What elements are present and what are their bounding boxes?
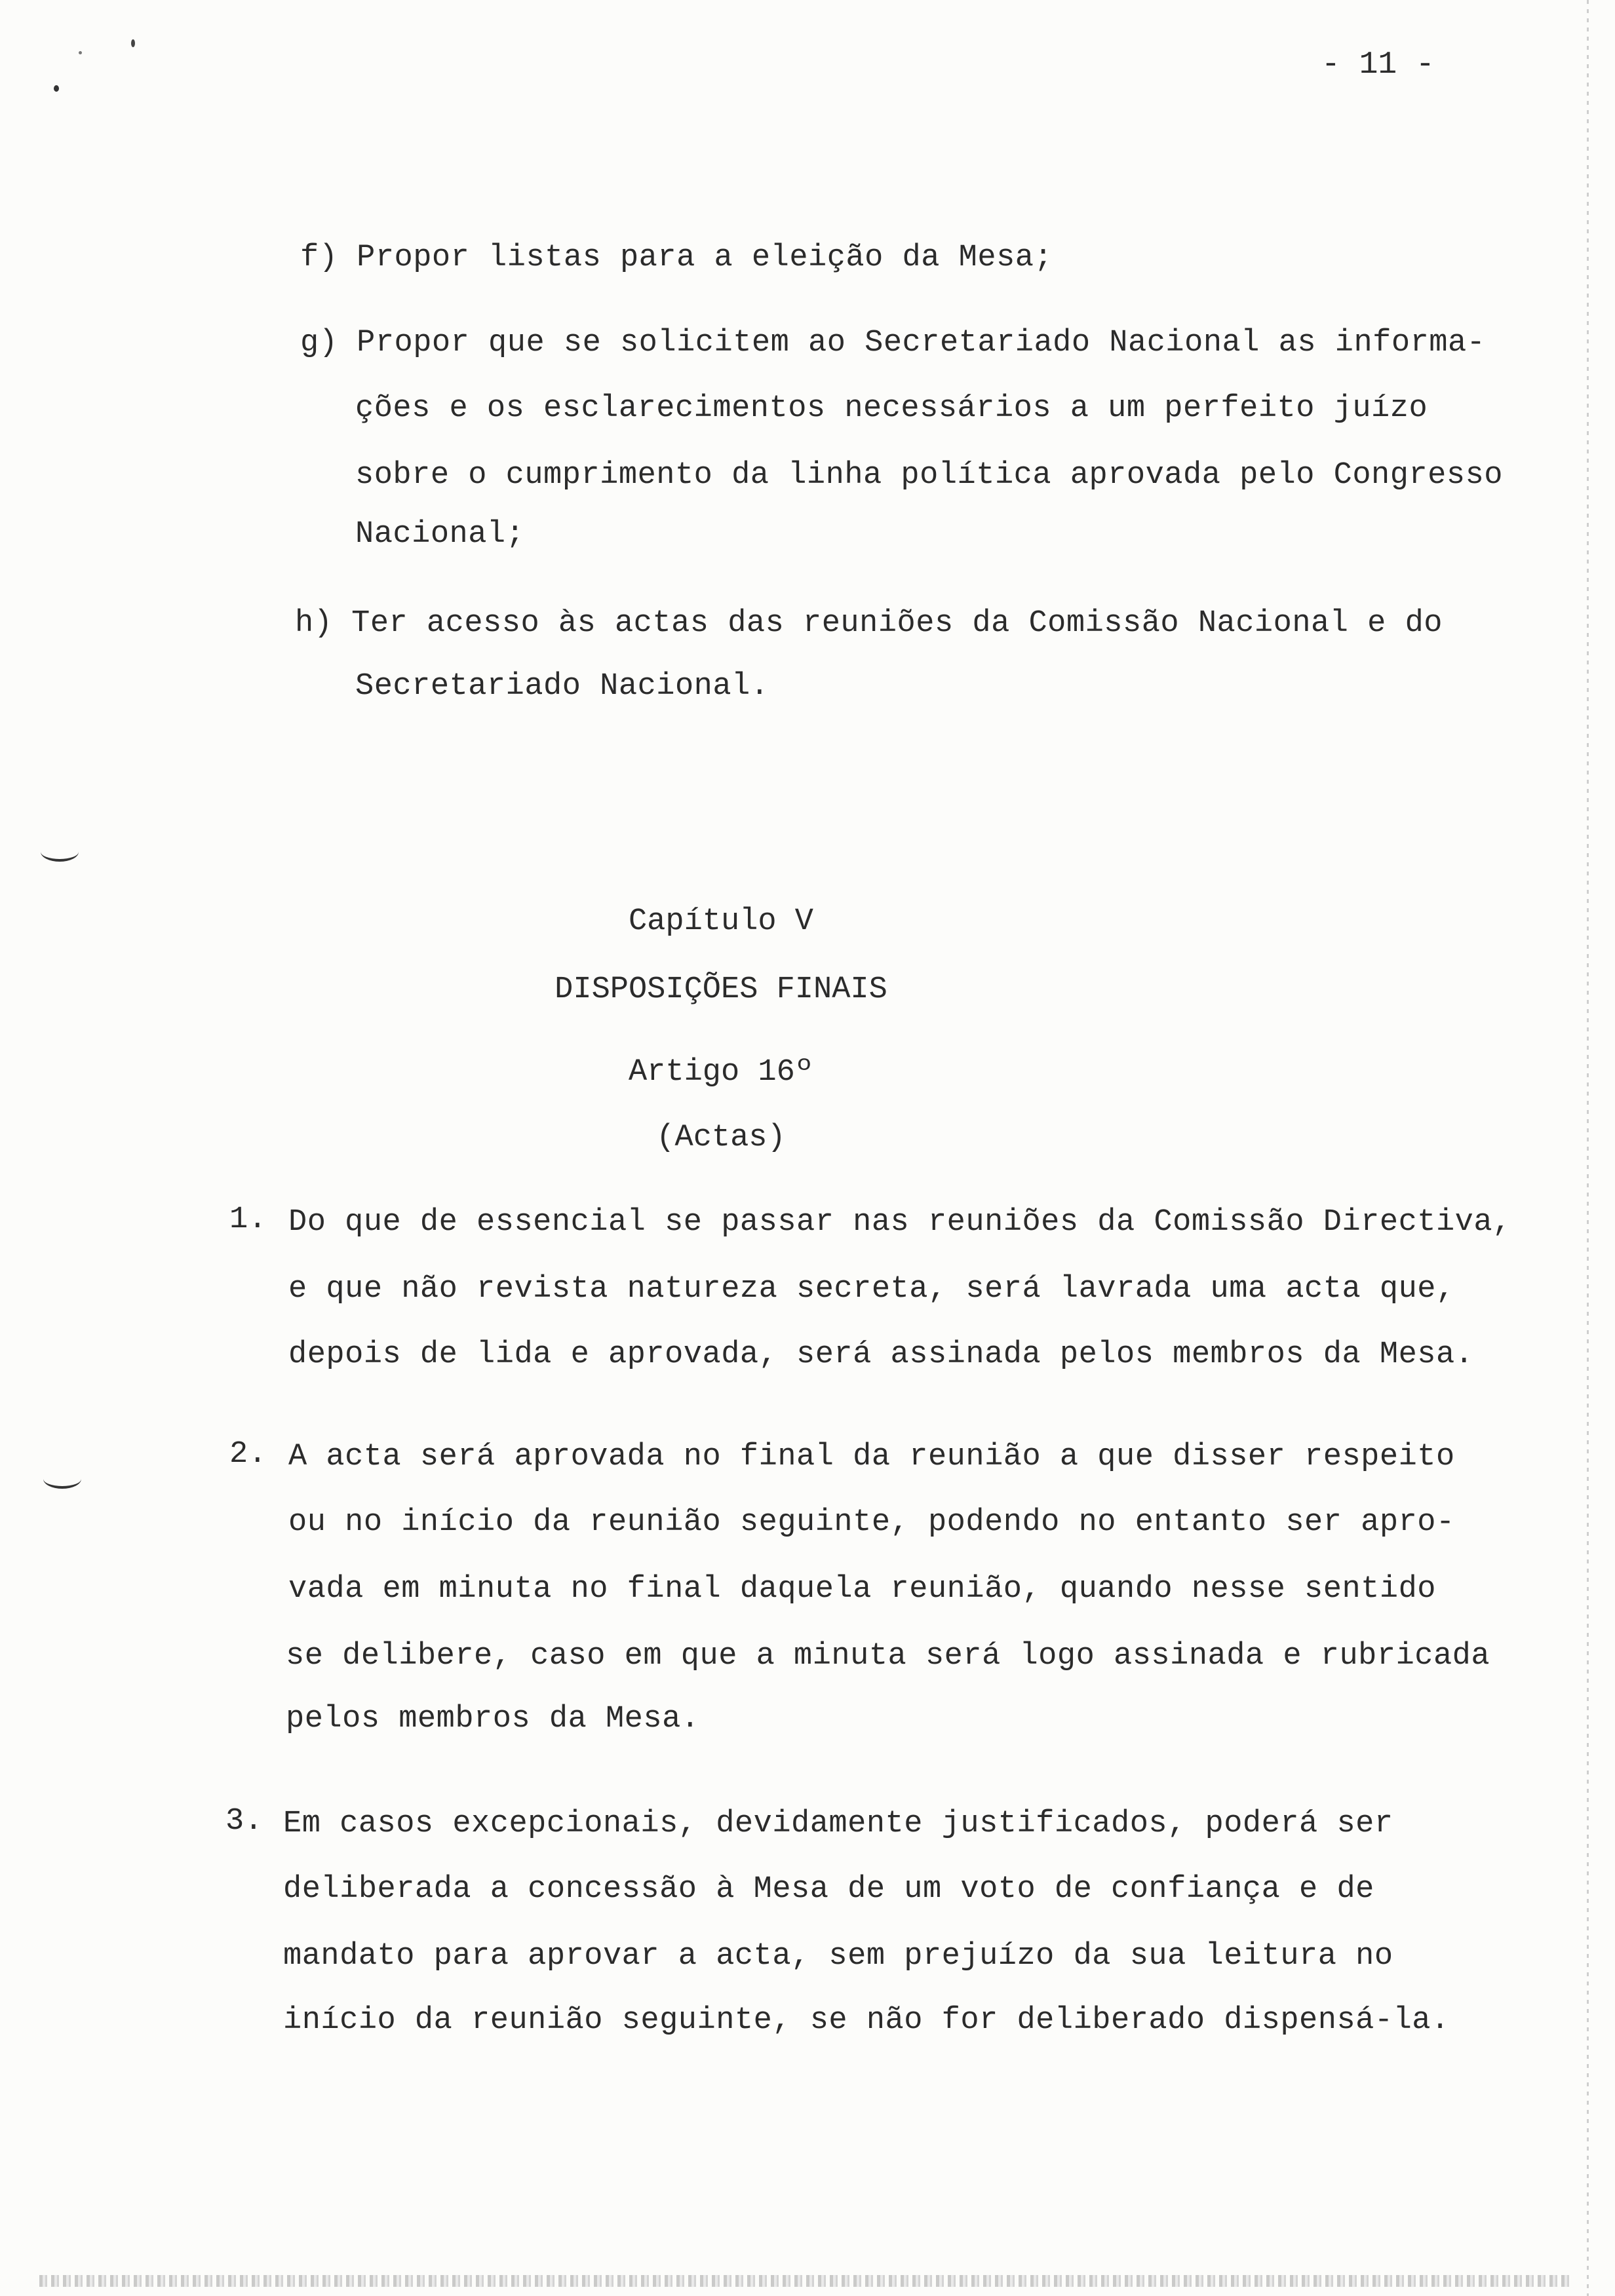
list-item-h-line: h) Ter acesso às actas das reuniões da Comissão Nacional e do bbox=[295, 606, 1443, 641]
paragraph-2-line: se delibere, caso em que a minuta será logo assinada e rubricada bbox=[286, 1639, 1490, 1674]
hole-punch-mark bbox=[43, 1469, 81, 1489]
scan-edge-bottom bbox=[39, 2275, 1573, 2287]
chapter-subtitle: DISPOSIÇÕES FINAIS bbox=[555, 972, 887, 1007]
paragraph-3-line: deliberada a concessão à Mesa de um voto de confiança e de bbox=[283, 1872, 1374, 1907]
list-item-f-line: f) Propor listas para a eleição da Mesa; bbox=[300, 240, 1053, 275]
list-item-h-line: Secretariado Nacional. bbox=[355, 669, 769, 704]
list-item-g-line: Nacional; bbox=[355, 517, 525, 552]
paragraph-1-line: depois de lida e aprovada, será assinada pelos membros da Mesa. bbox=[288, 1337, 1474, 1372]
paragraph-number: 2. bbox=[229, 1437, 267, 1472]
paragraph-2-line: A acta será aprovada no final da reunião a que disser respeito bbox=[288, 1440, 1455, 1474]
list-item-g-line: ções e os esclarecimentos necessários a um perfeito juízo bbox=[355, 391, 1428, 426]
paragraph-number: 1. bbox=[229, 1202, 267, 1237]
paragraph-2-line: ou no início da reunião seguinte, podendo no entanto ser apro- bbox=[288, 1505, 1455, 1540]
chapter-title: Capítulo V bbox=[628, 904, 814, 939]
article-subject: (Actas) bbox=[656, 1120, 786, 1155]
paragraph-number: 3. bbox=[225, 1804, 263, 1839]
paragraph-2-line: pelos membros da Mesa. bbox=[286, 1702, 700, 1736]
paragraph-3-line: Em casos excepcionais, devidamente justificados, poderá ser bbox=[283, 1807, 1393, 1841]
scan-mark-dot bbox=[131, 39, 135, 47]
paragraph-1-line: e que não revista natureza secreta, será lavrada uma acta que, bbox=[288, 1272, 1455, 1307]
list-item-g-line: sobre o cumprimento da linha política aprovada pelo Congresso bbox=[355, 458, 1503, 493]
paragraph-1-line: Do que de essencial se passar nas reuniões da Comissão Directiva, bbox=[288, 1205, 1511, 1240]
scan-edge-right bbox=[1587, 0, 1589, 2296]
scan-mark-dot bbox=[79, 51, 82, 54]
list-item-g-line: g) Propor que se solicitem ao Secretariado Nacional as informa- bbox=[300, 326, 1486, 360]
article-number: Artigo 16º bbox=[628, 1055, 814, 1090]
paragraph-2-line: vada em minuta no final daquela reunião, quando nesse sentido bbox=[288, 1572, 1436, 1607]
hole-punch-mark bbox=[41, 842, 79, 862]
page-number: - 11 - bbox=[1321, 47, 1435, 83]
paragraph-3-line: mandato para aprovar a acta, sem prejuízo da sua leitura no bbox=[283, 1939, 1393, 1974]
scan-mark-dot bbox=[54, 85, 59, 92]
paragraph-3-line: início da reunião seguinte, se não for deliberado dispensá-la. bbox=[283, 2003, 1450, 2038]
